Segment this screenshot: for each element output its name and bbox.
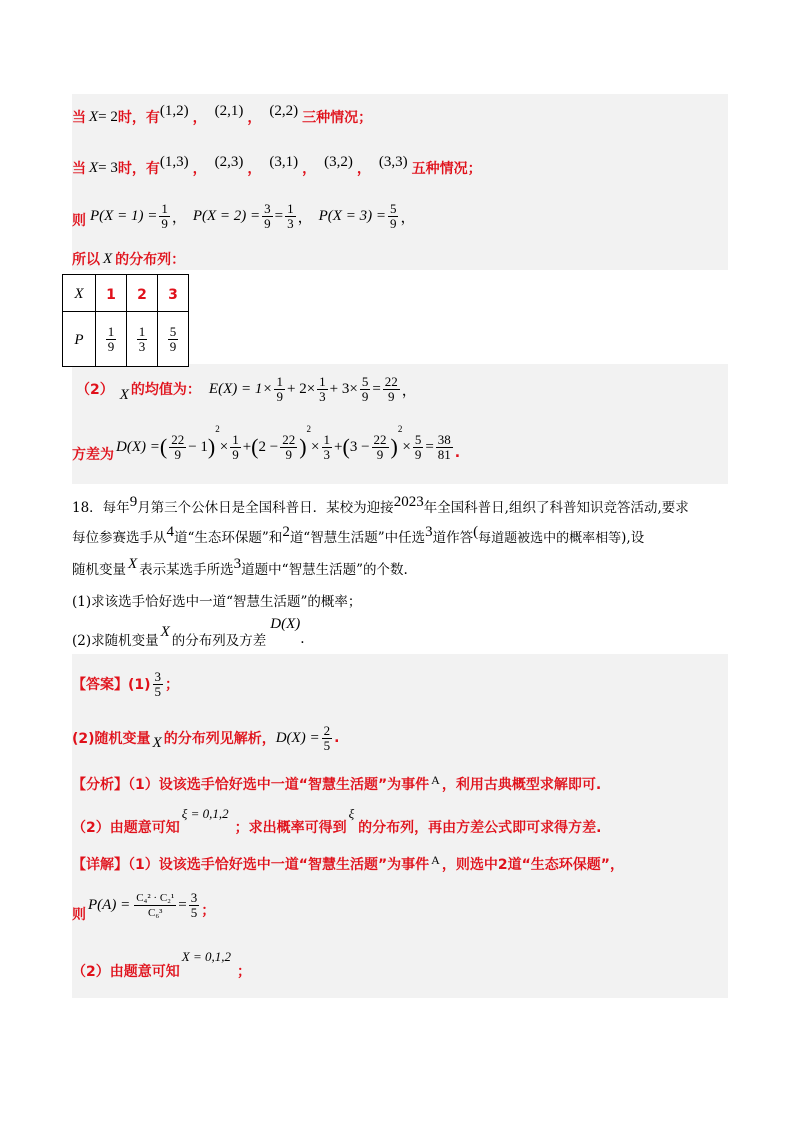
math-pair: (1,2) — [159, 102, 189, 119]
text: 道作答 — [432, 530, 474, 546]
text: 的分布列及方差 — [171, 633, 267, 649]
expectation-line — [72, 368, 417, 410]
exponent: 2 — [306, 424, 312, 434]
math: P(A) = — [88, 896, 131, 913]
math: = — [425, 438, 434, 455]
math-var: X — [128, 555, 138, 572]
text: 时，有 — [117, 161, 160, 177]
answer-line-2 — [72, 718, 339, 758]
fraction: $\frac{1}{9}$ — [276, 373, 283, 404]
fraction: $\frac{5}{9}$ — [389, 200, 397, 231]
math-pair: (1,3) — [159, 153, 189, 170]
fraction: $\frac{22}{9}$ — [171, 431, 185, 462]
text: 的分布列，再由方差公式即可求得方差. — [358, 820, 602, 836]
text: ， — [356, 161, 371, 177]
math: ( — [473, 523, 479, 540]
distribution-table — [62, 274, 189, 367]
text: . — [300, 631, 305, 647]
math: 2023 — [393, 493, 424, 510]
text: （2）由题意可知 — [72, 964, 180, 980]
text: 每道题被选中的概率相等 — [478, 530, 622, 546]
problem-part-1 — [72, 588, 361, 612]
case-x3-line — [72, 155, 482, 181]
math: X = 0,1,2 — [181, 949, 231, 964]
table-cell: $\frac{1}{9}$ — [96, 312, 127, 367]
math: + — [334, 438, 343, 455]
problem-line-3 — [72, 556, 408, 580]
math-pair: (2,2) — [269, 102, 299, 119]
math: P(X = 3) = — [318, 207, 386, 224]
text: 每位参赛选手从 — [72, 530, 167, 546]
math: D(X) = — [116, 438, 160, 455]
math: E(X) = 1× — [208, 380, 273, 397]
text: . — [454, 445, 461, 461]
math: × — [311, 438, 320, 455]
text: ； — [236, 964, 251, 980]
exponent: 2 — [215, 424, 220, 434]
math: ξ = 0,1,2 — [181, 806, 229, 821]
fraction: $\frac{\text{C₄² · C₂¹}}{\text{C₆³}}$ — [136, 891, 175, 919]
table-cell: $\frac{5}{9}$ — [158, 312, 189, 367]
text: ， — [192, 161, 207, 177]
math-var: X — [152, 734, 162, 751]
distribution-intro — [72, 248, 185, 270]
fraction: $\frac{3}{5}$ — [154, 668, 162, 699]
problem-line-2 — [72, 524, 644, 548]
text: ；求出概率可得到 — [234, 820, 347, 836]
text: (2)求随机变量 — [72, 633, 159, 649]
text: 的分布列： — [115, 252, 186, 268]
text: ， — [302, 161, 317, 177]
text: (1)求该选手恰好选中一道“智慧生活题”的概率； — [72, 594, 362, 610]
math: 2 — [282, 523, 290, 540]
text: ； — [165, 677, 180, 693]
math-var: X — [89, 108, 99, 125]
answer-label: 【答案】(1) — [72, 677, 151, 693]
paren: ) — [390, 434, 398, 459]
math-pair: (3,2) — [324, 153, 353, 170]
text: 的分布列见解析， — [163, 731, 276, 747]
table-header-cell: 2 — [127, 275, 158, 312]
text: 随机变量 — [72, 562, 126, 578]
text: ， — [171, 209, 187, 226]
text: 道“生态环保题”和 — [174, 530, 283, 546]
math-pair: (2,3) — [214, 153, 244, 170]
text: 三种情况； — [302, 110, 373, 126]
analysis-label: 【分析】（1）设该选手恰好选中一道“智慧生活题”为事件 — [72, 777, 430, 793]
text: 五种情况； — [411, 161, 482, 177]
text: ，则选中2道“生态环保题”， — [441, 857, 624, 873]
detail-line-1 — [72, 852, 624, 876]
fraction: $\frac{22}{9}$ — [384, 373, 398, 404]
math: D(X) — [270, 615, 301, 632]
math: − 1 — [188, 438, 208, 455]
fraction: $\frac{22}{9}$ — [373, 431, 387, 462]
text: （2） — [76, 382, 114, 398]
text: 18．每年 — [72, 500, 130, 516]
text: 表示某选手所选 — [139, 562, 234, 578]
fraction: $\frac{1}{3}$ — [319, 373, 326, 404]
text: ， — [297, 209, 313, 226]
variance-line — [72, 424, 460, 470]
math: 3 — [233, 555, 242, 572]
fraction: $\frac{1}{3}$ — [287, 200, 294, 231]
text: ； — [201, 903, 216, 919]
text: （2）由题意可知 — [72, 820, 180, 836]
text: 当 — [72, 161, 86, 177]
table-row — [63, 312, 189, 367]
math: 3 − — [349, 438, 370, 455]
analysis-line-2 — [72, 808, 602, 836]
math: 2 − — [258, 438, 279, 455]
text: 道“智慧生活题”中任选 — [289, 530, 426, 546]
math-var: X — [160, 623, 170, 640]
detail-line-3 — [72, 950, 251, 980]
text: 所以 — [72, 252, 100, 268]
text: (2)随机变量 — [72, 731, 151, 747]
math: + 3× — [329, 380, 358, 397]
table-header-cell: X — [63, 275, 96, 312]
math: = — [178, 896, 187, 913]
math: = 2 — [98, 108, 118, 125]
text: . — [334, 730, 340, 746]
text: 的均值为： — [130, 382, 201, 398]
text: 方差为 — [72, 447, 114, 463]
math-pair: (3,1) — [269, 153, 299, 170]
math: = — [274, 207, 284, 224]
text: ),设 — [621, 530, 645, 546]
math-pair: (2,1) — [214, 102, 244, 119]
math: × — [219, 438, 229, 455]
fraction: $\frac{1}{3}$ — [323, 431, 331, 462]
detail-label: 【详解】（1）设该选手恰好选中一道“智慧生活题”为事件 — [72, 857, 430, 873]
fraction: $\frac{3}{5}$ — [190, 889, 198, 920]
table-header-cell: 1 — [96, 275, 127, 312]
math-var: A — [431, 852, 440, 867]
text: ，利用古典概型求解即可. — [441, 777, 602, 793]
fraction: $\frac{1}{9}$ — [232, 431, 239, 462]
text: 道题中“智慧生活题”的个数. — [241, 562, 408, 578]
fraction: $\frac{2}{5}$ — [323, 722, 331, 753]
fraction: $\frac{3}{9}$ — [264, 200, 271, 231]
problem-line-1 — [72, 494, 689, 518]
math: P(X = 2) = — [192, 207, 261, 224]
text: 时，有 — [117, 110, 160, 126]
paren: ( — [342, 434, 350, 459]
text: ， — [192, 110, 207, 126]
math-var: X — [103, 250, 113, 267]
math: 9 — [129, 493, 138, 510]
text: ， — [247, 161, 262, 177]
text: ， — [247, 110, 262, 126]
fraction: $\frac{22}{9}$ — [282, 431, 296, 462]
answer-line-1 — [72, 666, 179, 702]
detail-line-2 — [72, 884, 215, 926]
math-var: X — [119, 386, 129, 403]
paren: ( — [159, 434, 168, 459]
fraction: $\frac{38}{81}$ — [437, 431, 451, 462]
math: = — [372, 380, 381, 397]
math: D(X) = — [275, 729, 320, 746]
paren: ( — [251, 434, 259, 459]
paren: ) — [299, 434, 307, 459]
math: + 2× — [286, 380, 316, 397]
math-var: X — [89, 159, 99, 176]
text: 则 — [72, 907, 86, 923]
fraction: $\frac{5}{9}$ — [361, 373, 369, 404]
case-x2-line — [72, 104, 372, 130]
text: 当 — [72, 110, 86, 126]
analysis-line-1 — [72, 772, 601, 796]
text: ， — [400, 209, 416, 226]
math-var: A — [431, 772, 440, 787]
fraction: $\frac{1}{9}$ — [161, 200, 168, 231]
table-cell: $\frac{1}{3}$ — [127, 312, 158, 367]
table-cell: P — [63, 312, 96, 367]
table-row — [63, 275, 189, 312]
math-pair: (3,3) — [378, 153, 408, 170]
math-var: ξ — [348, 806, 355, 821]
table-header-cell: 3 — [158, 275, 189, 312]
paren: ) — [207, 434, 216, 459]
math: 3 — [425, 523, 433, 540]
text: 则 — [72, 213, 86, 229]
exponent: 2 — [397, 424, 403, 434]
math: + — [242, 438, 252, 455]
text: ， — [401, 382, 417, 399]
math: 4 — [166, 523, 174, 540]
probabilities-line — [72, 198, 415, 234]
text: 月第三个公休日是全国科普日．某校为迎接 — [137, 500, 394, 516]
text: 年全国科普日,组织了科普知识竞答活动,要求 — [423, 500, 689, 516]
math: P(X = 1) = — [90, 207, 158, 224]
math: = 3 — [98, 159, 118, 176]
fraction: $\frac{5}{9}$ — [414, 431, 422, 462]
math: × — [402, 438, 411, 455]
problem-part-2 — [72, 615, 305, 650]
